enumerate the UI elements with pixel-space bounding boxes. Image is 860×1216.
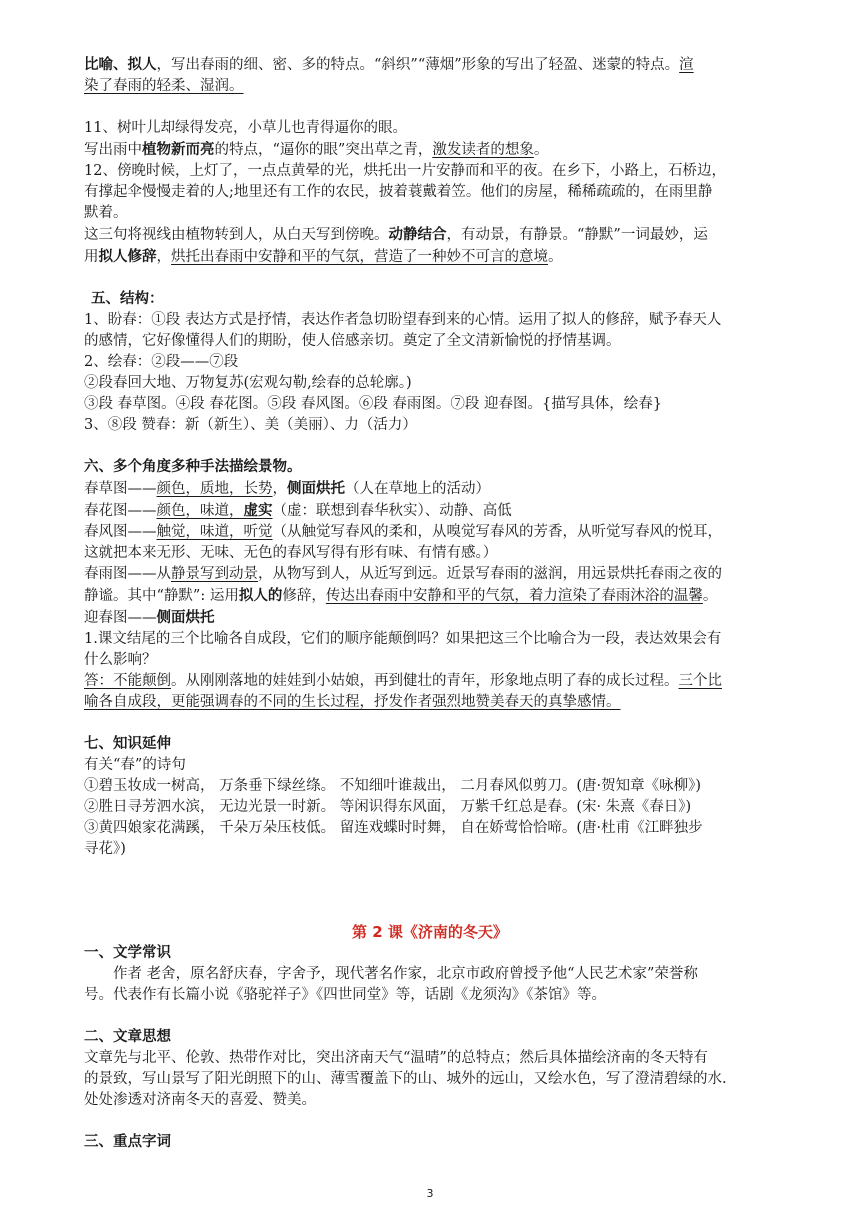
lesson-title: 第 2 课《济南的冬天》: [352, 923, 508, 941]
underlined-text: 传达出春雨中安静和平的气氛，着力渲染了春雨沐浴的温馨: [325, 588, 703, 604]
text: 春风图——: [84, 524, 157, 540]
technique-row-welcome: [84, 607, 776, 629]
poem-line: 寻花》): [84, 841, 126, 857]
item-12-analysis: [84, 224, 776, 246]
structure-line: 2、绘春：②段——⑦段: [84, 354, 239, 370]
bold-term: 植物新而亮: [142, 141, 215, 158]
literature-line: 作者 老舍，原名舒庆春，字舍予，现代著名作家，北京市政府曾授予他“人民艺术家”荣誉称: [113, 966, 698, 982]
section-heading-theme: 二、文章思想: [84, 1029, 171, 1045]
text: 。: [548, 249, 563, 265]
poems-intro: 有关“春”的诗句: [84, 757, 186, 773]
text: 迎春图——: [84, 610, 157, 626]
underlined-text: 烘托出春雨中安静和平的气氛，营造了一种妙不可言的意境: [171, 249, 548, 265]
theme-line: 的景致，写山景写了阳光朗照下的山、薄雪覆盖下的山、城外的远山，又绘水色，写了澄清碧绿的水.: [84, 1071, 727, 1087]
item-11-quote: 11、树叶儿却绿得发亮，小草儿也青得逼你的眼。: [84, 120, 407, 136]
section-heading-techniques: 六、多个角度多种手法描绘景物。: [84, 459, 302, 475]
technique-row-grass: [84, 478, 776, 500]
bold-underlined-term: 虚实: [243, 502, 273, 519]
section-heading-structure: 五、结构：: [91, 291, 164, 307]
underlined-text: 静景写到动景: [171, 566, 258, 582]
item-12-line1: 12、傍晚时候，上灯了，一点点黄晕的光，烘托出一片安静而和平的夜。在乡下，小路上，石桥边，: [84, 163, 726, 179]
document-body: [84, 54, 776, 1153]
theme-line: 处处渗透对济南冬天的喜爱、赞美。: [84, 1092, 316, 1108]
underlined-text: 三个比: [678, 673, 722, 689]
underlined-text: 染了春雨的轻柔、湿润。: [84, 78, 244, 94]
text: 春花图——: [84, 503, 157, 519]
literature-line: 号。代表作有长篇小说《骆驼祥子》《四世同堂》等，话剧《龙须沟》《茶馆》等。: [84, 987, 606, 1003]
answer-line: [84, 671, 776, 692]
structure-line: 1、盼春：①段 表达方式是抒情，表达作者急切盼望春到来的心情。运用了拟人的修辞，赋予春天人: [84, 312, 722, 328]
underlined-text: 渲: [679, 57, 694, 73]
text: 静谧。其中“静默”: 运用: [84, 588, 239, 604]
technique-row-wind-cont: 这就把本来无形、无味、无色的春风写得有形有味、有情有感。）: [84, 545, 498, 561]
paragraph-metaphor: [84, 54, 776, 76]
item-11-analysis: [84, 139, 776, 161]
text: 。: [702, 588, 718, 604]
answer-line: [84, 692, 776, 713]
text: 写出雨中: [84, 142, 142, 158]
bold-term: 拟人修辞: [98, 248, 157, 265]
text: 春草图——: [84, 481, 157, 497]
technique-row-wind: [84, 522, 776, 543]
structure-line: 3、⑧段 赞春：新（新生）、美（美丽）、力（活力）: [84, 417, 417, 433]
bold-term: 侧面烘托: [156, 609, 215, 626]
poem-line: ①碧玉妆成一树高， 万条垂下绿丝绦。 不知细叶谁裁出， 二月春风似剪刀。(唐·贺知章《咏柳》): [84, 778, 701, 794]
structure-line: ③段 春草图。④段 春花图。⑤段 春风图。⑥段 春雨图。⑦段 迎春图。{描写具体，绘春}: [84, 396, 662, 412]
section-heading-vocabulary: 三、重点字词: [84, 1134, 171, 1150]
underlined-text: 喻各自成段，更能强调春的不同的生长过程，抒发作者强烈地赞美春天的真挚感情。: [84, 694, 621, 710]
item-12-line3: 默着。: [84, 205, 128, 221]
text: （虚：联想到春华秋实）、动静、高低: [272, 503, 512, 519]
question-line: 1.课文结尾的三个比喻各自成段，它们的顺序能颠倒吗？如果把这三个比喻合为一段，表达效果会有: [84, 631, 722, 647]
poem-line: ②胜日寻芳泗水滨， 无边光景一时新。 等闲识得东风面， 万紫千红总是春。(宋· 朱熹《春日》): [84, 799, 692, 815]
question-line: 什么影响？: [84, 652, 157, 668]
text: 。: [533, 142, 549, 158]
technique-row-rain-cont: [84, 585, 776, 607]
technique-row-flowers: [84, 500, 776, 522]
bold-term: 动静结合: [388, 226, 447, 243]
structure-line: 的感情，它好像懂得人们的期盼，使人倍感亲切。奠定了全文清新愉悦的抒情基调。: [84, 333, 621, 349]
text: 春雨图——从: [84, 566, 171, 582]
item-12-line2: 有撑起伞慢慢走着的人;地里还有工作的农民，披着蓑戴着笠。他们的房屋，稀稀疏疏的，在雨里静: [84, 184, 713, 200]
section-heading-literature: 一、文学常识: [84, 945, 171, 961]
underlined-text: 颜色，质地，长势: [156, 481, 273, 497]
paragraph-metaphor-cont: [84, 76, 776, 97]
underlined-text: 激发读者的想象: [432, 142, 534, 158]
item-12-analysis-cont: [84, 246, 776, 268]
text: （从触觉写春风的柔和，从嗅觉写春风的芳香，从听觉写春风的悦耳，: [272, 524, 722, 540]
section-heading-extension: 七、知识延伸: [84, 736, 171, 752]
text: ，: [272, 481, 287, 497]
page-number: 3: [426, 1187, 434, 1200]
text: 。从刚刚落地的娃娃到小姑娘，再到健壮的青年，形象地点明了春的成长过程。: [171, 673, 679, 689]
text: ，有动景，有静景。“静默”一词最妙，运: [446, 227, 708, 243]
poem-line: ③黄四娘家花满蹊， 千朵万朵压枝低。 留连戏蝶时时舞， 自在娇莺恰恰啼。(唐·杜甫《江畔独步: [84, 820, 703, 836]
text: ，从物写到人，从近写到远。近景写春雨的滋润，用远景烘托春雨之夜的: [258, 566, 722, 582]
bold-term: 比喻、拟人: [84, 56, 157, 73]
text: 修辞，: [282, 588, 326, 604]
theme-line: 文章先与北平、伦敦、热带作对比，突出济南天气“温晴”的总特点；然后具体描绘济南的冬天特有: [84, 1050, 708, 1066]
text: 这三句将视线由植物转到人，从白天写到傍晚。: [84, 227, 389, 243]
structure-line: ②段春回大地、万物复苏(宏观勾勒,绘春的总轮廓。): [84, 375, 412, 391]
underlined-text: 触觉，味道，听觉: [156, 524, 273, 540]
text: 用: [84, 249, 99, 265]
technique-row-rain: [84, 564, 776, 585]
bold-term: 拟人的: [238, 587, 283, 604]
text: ，写出春雨的细、密、多的特点。“斜织”“薄烟”形象的写出了轻盈、迷蒙的特点。: [156, 57, 680, 73]
text: ，: [156, 249, 171, 265]
text: 的特点，“逼你的眼”突出草之青，: [214, 142, 433, 158]
text: （人在草地上的活动）: [345, 481, 490, 497]
underlined-text: 答：不能颠倒: [84, 673, 171, 689]
bold-term: 侧面烘托: [287, 480, 345, 497]
underlined-text: 颜色，味道，: [156, 503, 244, 519]
